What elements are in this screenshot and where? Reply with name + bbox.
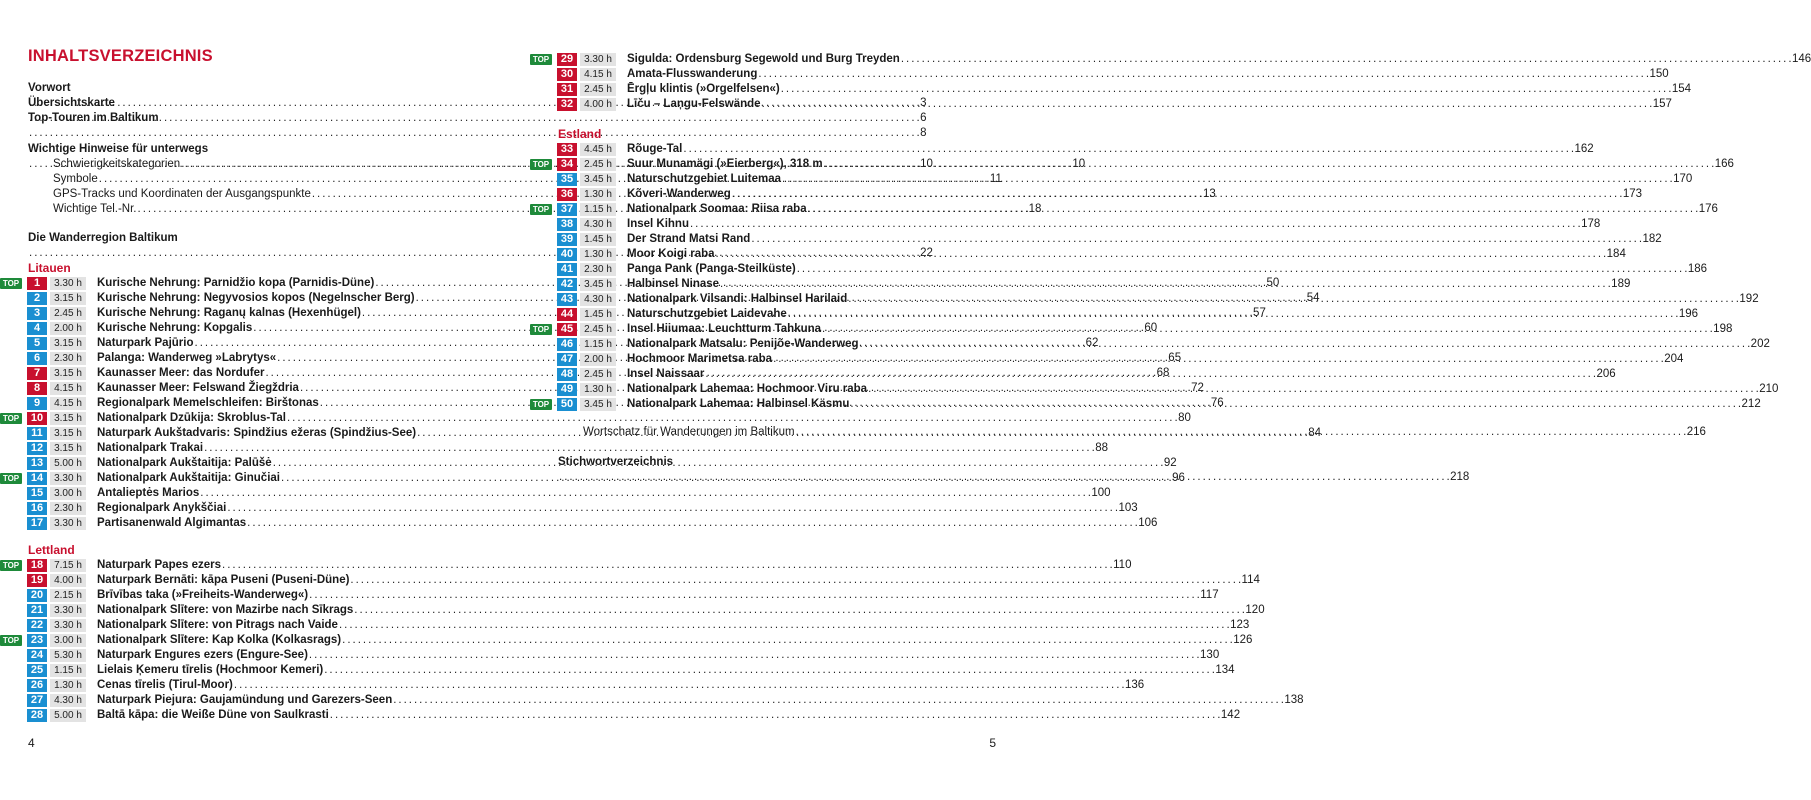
tour-number-badge: 12 <box>27 442 47 455</box>
tour-number-badge: 34 <box>557 158 577 171</box>
tour-entry-24[interactable] <box>0 648 1220 663</box>
tour-duration: 4.15 h <box>50 397 86 410</box>
tour-duration: 2.30 h <box>580 263 616 276</box>
tour-entry-33[interactable] <box>500 142 1594 157</box>
tour-entry-40[interactable] <box>500 247 1626 262</box>
tour-name: Līču – Laņgu-Felswände <box>627 98 761 110</box>
tour-duration: 3.15 h <box>50 412 86 425</box>
tour-page-number: 60 <box>1144 322 1158 334</box>
toc-entry-wanderregion[interactable]: Die Wanderregion Baltikum . . . 22 <box>0 231 500 246</box>
leader-dots <box>867 382 1759 397</box>
leader-dots <box>859 337 1751 352</box>
tour-page-number: 184 <box>1606 248 1626 260</box>
tour-entry-26[interactable] <box>0 678 1145 693</box>
tour-page-number: 126 <box>1233 634 1253 646</box>
tour-duration: 3.30 h <box>50 517 86 530</box>
tour-duration: 7.15 h <box>50 559 86 572</box>
top-badge: TOP <box>530 324 552 335</box>
section-lettland-continued <box>500 52 1811 112</box>
tour-number-badge: 23 <box>27 634 47 647</box>
tour-number-badge: 19 <box>27 574 47 587</box>
toc-subentry[interactable]: Wichtige Tel.-Nr. . . . 18 <box>0 202 500 217</box>
tour-duration: 3.15 h <box>50 442 86 455</box>
leader-dots <box>787 307 1679 322</box>
tour-number-badge: 26 <box>27 679 47 692</box>
tour-page-number: 202 <box>1750 338 1770 350</box>
tour-page-number: 134 <box>1215 664 1235 676</box>
tour-page-number: 62 <box>1085 337 1099 349</box>
tour-number-badge: 15 <box>27 487 47 500</box>
leader-dots <box>731 187 1623 202</box>
section-heading-litauen: Litauen <box>28 261 71 275</box>
tour-number-badge: 10 <box>27 412 47 425</box>
tour-page-number: 76 <box>1210 397 1224 409</box>
leader-dots <box>781 172 1673 187</box>
tour-name: Kaunasser Meer: Felswand Žiegždria <box>97 382 299 394</box>
tour-duration: 1.15 h <box>50 664 86 677</box>
tour-page-number: 103 <box>1118 502 1138 514</box>
tour-page-number: 154 <box>1671 83 1692 95</box>
tour-name: Insel Hiiumaa: Leuchtturm Tahkuna <box>627 323 822 335</box>
tour-duration: 2.45 h <box>50 307 86 320</box>
tour-page-number: 65 <box>1168 352 1182 364</box>
top-badge: TOP <box>0 560 22 571</box>
tour-number-badge: 48 <box>557 368 577 381</box>
tour-duration: 2.45 h <box>580 158 616 171</box>
tour-entry-38[interactable] <box>500 217 1601 232</box>
tour-entry-14[interactable] <box>0 471 1185 486</box>
tour-number-badge: 27 <box>27 694 47 707</box>
leader-dots <box>807 202 1699 217</box>
tour-page-number: 136 <box>1125 679 1145 691</box>
tour-name: Naturpark Papes ezers <box>97 559 222 571</box>
tour-number-badge: 28 <box>27 709 47 722</box>
tour-entry-32[interactable] <box>500 97 1672 112</box>
tour-duration: 3.15 h <box>50 427 86 440</box>
tour-duration: 2.45 h <box>580 83 616 96</box>
tour-list-lettland <box>0 558 1304 723</box>
tour-number-badge: 1 <box>27 277 47 290</box>
tour-name: Nationalpark Lahemaa: Halbinsel Käsmu <box>627 398 850 410</box>
tour-number-badge: 16 <box>27 502 47 515</box>
tour-name: Palanga: Wanderweg »Labrytys« <box>97 352 277 364</box>
toc-entry-top-touren[interactable]: Top-Touren im Baltikum . . . 8 <box>0 111 500 126</box>
leader-dots <box>821 322 1713 337</box>
leader-dots <box>761 97 1653 112</box>
tour-page-number: 106 <box>1138 517 1158 529</box>
tour-name: Nationalpark Aukštaitija: Palūšė <box>97 457 272 469</box>
toc-entry-stichwortverzeichnis[interactable]: Stichwortverzeichnis . . . 218 <box>500 455 1000 470</box>
toc-subentry[interactable]: Schwierigkeitskategorien . . . 10 <box>0 157 500 172</box>
tour-entry-39[interactable] <box>500 232 1662 247</box>
tour-entry-23[interactable] <box>0 633 1253 648</box>
tour-number-badge: 5 <box>27 337 47 350</box>
tour-page-number: 100 <box>1091 487 1111 499</box>
tour-page-number: 130 <box>1200 649 1220 661</box>
tour-page-number: 54 <box>1306 292 1320 304</box>
tour-name: Kurische Nehrung: Kopgalis <box>97 322 253 334</box>
tour-number-badge: 24 <box>27 649 47 662</box>
tour-duration: 3.00 h <box>50 487 86 500</box>
tour-name: Naturpark Pajūrio <box>97 337 194 349</box>
tour-entry-30[interactable] <box>500 67 1669 82</box>
tour-name: Baltā kāpa: die Weiße Düne von Saulkrasti <box>97 709 329 721</box>
tour-entry-41[interactable] <box>500 262 1708 277</box>
top-badge: TOP <box>530 54 552 65</box>
tour-entry-16[interactable] <box>0 501 1138 516</box>
tour-duration: 3.30 h <box>50 604 86 617</box>
tour-name: Der Strand Matsi Rand <box>627 233 751 245</box>
tour-duration: 2.30 h <box>50 502 86 515</box>
tour-name: Kurische Nehrung: Negyvosios kopos (Negelnscher Berg) <box>97 292 415 304</box>
tour-number-badge: 8 <box>27 382 47 395</box>
tour-duration: 1.45 h <box>580 308 616 321</box>
tour-number-badge: 25 <box>27 664 47 677</box>
top-badge: TOP <box>0 473 22 484</box>
tour-duration: 1.30 h <box>580 383 616 396</box>
tour-duration: 3.45 h <box>580 173 616 186</box>
tour-name: Insel Naissaar <box>627 368 705 380</box>
tour-duration: 4.00 h <box>580 98 616 111</box>
tour-name: Nationalpark Slītere: Kap Kolka (Kolkasrags) <box>97 634 342 646</box>
leader-dots <box>780 82 1672 97</box>
tour-duration: 5.00 h <box>50 709 86 722</box>
tour-name: Lielais Ķemeru tīrelis (Hochmoor Kemeri) <box>97 664 324 676</box>
tour-name: Nationalpark Trakai <box>97 442 204 454</box>
tour-page-number: 182 <box>1642 233 1662 245</box>
tour-page-number: 80 <box>1178 412 1191 424</box>
tour-number-badge: 9 <box>27 397 47 410</box>
tour-duration: 3.30 h <box>50 277 86 290</box>
tour-entry-19[interactable] <box>0 573 1260 588</box>
tour-name: Nationalpark Vilsandi: Halbinsel Harilaid <box>627 293 848 305</box>
tour-number-badge: 29 <box>557 53 577 66</box>
tour-entry-21[interactable] <box>0 603 1265 618</box>
tour-name: Kõveri-Wanderweg <box>627 188 731 200</box>
tour-list-lettland-continued <box>500 52 1811 112</box>
tour-number-badge: 31 <box>557 83 577 96</box>
tour-page-number: 173 <box>1622 188 1643 200</box>
leader-dots <box>682 142 1574 157</box>
leader-dots <box>796 262 1688 277</box>
tour-duration: 4.00 h <box>50 574 86 587</box>
tour-page-number: 178 <box>1581 218 1601 230</box>
tour-number-badge: 46 <box>557 338 577 351</box>
tour-page-number: 189 <box>1611 278 1631 290</box>
tour-page-number: 92 <box>1163 457 1177 469</box>
tour-duration: 3.00 h <box>50 634 86 647</box>
tour-entry-20[interactable] <box>0 588 1219 603</box>
tour-duration: 2.30 h <box>50 352 86 365</box>
tour-number-badge: 4 <box>27 322 47 335</box>
tour-number-badge: 47 <box>557 353 577 366</box>
tour-duration: 3.15 h <box>50 367 86 380</box>
tour-number-badge: 32 <box>557 98 577 111</box>
tour-number-badge: 38 <box>557 218 577 231</box>
tour-name: Antalieptės Marios <box>97 487 200 499</box>
tour-name: Suur Munamägi (»Eierberg«), 318 m <box>627 158 823 170</box>
tour-name: Naturschutzgebiet Laidevahe <box>627 308 787 320</box>
tour-number-badge: 43 <box>557 293 577 306</box>
tour-duration: 1.30 h <box>50 679 86 692</box>
tour-page-number: 96 <box>1172 472 1185 484</box>
tour-page-number: 204 <box>1664 353 1684 365</box>
tour-duration: 4.30 h <box>580 218 616 231</box>
tour-page-number: 110 <box>1113 559 1132 571</box>
tour-duration: 4.30 h <box>580 293 616 306</box>
tour-duration: 1.15 h <box>580 203 616 216</box>
tour-name: Brīvības taka (»Freiheits-Wanderweg«) <box>97 589 309 601</box>
tour-name: Cenas tīrelis (Tirul-Moor) <box>97 679 233 691</box>
tour-page-number: 196 <box>1678 308 1699 320</box>
tour-duration: 1.30 h <box>580 188 616 201</box>
tour-duration: 2.15 h <box>50 589 86 602</box>
tour-name: Ērgļu klintis (»Orgelfelsen«) <box>627 83 780 95</box>
tour-page-number: 114 <box>1241 574 1260 586</box>
tour-name: Panga Pank (Panga-Steilküste) <box>627 263 796 275</box>
toc-entry-hinweise[interactable]: Wichtige Hinweise für unterwegs . . . 10 <box>0 142 500 157</box>
tour-entry-37[interactable] <box>500 202 1718 217</box>
leader-dots <box>704 367 1596 382</box>
tour-name: Naturpark Bernāti: kāpa Puseni (Puseni-Düne) <box>97 574 350 586</box>
tour-page-number: 72 <box>1191 382 1204 394</box>
tour-duration: 4.15 h <box>50 382 86 395</box>
tour-number-badge: 11 <box>27 427 47 440</box>
tour-name: Naturpark Piejura: Gaujamündung und Garezers-Seen <box>97 694 393 706</box>
tour-name: Naturpark Engures ezers (Engure-See) <box>97 649 308 661</box>
tour-duration: 2.00 h <box>50 322 86 335</box>
tour-page-number: 192 <box>1739 293 1759 305</box>
tour-entry-17[interactable] <box>0 516 1158 531</box>
tour-page-number: 212 <box>1741 398 1761 410</box>
tour-page-number: 150 <box>1649 68 1669 80</box>
page-number-left: 4 <box>28 736 35 750</box>
tour-name: Regionalpark Memelschleifen: Birštonas <box>97 397 319 409</box>
tour-name: Sigulda: Ordensburg Segewold und Burg Treyden <box>627 53 900 65</box>
tour-name: Nationalpark Soomaa: Riisa raba <box>627 203 807 215</box>
top-badge: TOP <box>0 278 22 289</box>
tour-page-number: 198 <box>1713 323 1733 335</box>
tour-duration: 1.30 h <box>580 248 616 261</box>
toc-subentry[interactable]: Symbole . . . 11 <box>0 172 500 187</box>
tour-number-badge: 45 <box>557 323 577 336</box>
tour-duration: 2.00 h <box>580 353 616 366</box>
tour-number-badge: 35 <box>557 173 577 186</box>
tour-name: Naturpark Aukštadvaris: Spindžius ežeras (Spindžius-See) <box>97 427 417 439</box>
tour-page-number: 57 <box>1253 307 1266 319</box>
top-badge: TOP <box>530 399 552 410</box>
tour-number-badge: 36 <box>557 188 577 201</box>
tour-number-badge: 14 <box>27 472 47 485</box>
tour-page-number: 138 <box>1284 694 1304 706</box>
top-badge: TOP <box>0 635 22 646</box>
toc-entry-vorwort[interactable]: Vorwort . . . 3 <box>0 81 500 96</box>
tour-name: Naturschutzgebiet Luitemaa <box>627 173 781 185</box>
tour-name: Nationalpark Matsalu: Penijõe-Wanderweg <box>627 338 859 350</box>
tour-number-badge: 3 <box>27 307 47 320</box>
tour-name: Nationalpark Aukštaitija: Ginučiai <box>97 472 280 484</box>
tour-number-badge: 21 <box>27 604 47 617</box>
leader-dots <box>772 352 1664 367</box>
leader-dots <box>750 232 1642 247</box>
tour-name: Insel Kihnu <box>627 218 689 230</box>
tour-number-badge: 17 <box>27 517 47 530</box>
leader-dots <box>847 292 1739 307</box>
leader-dots <box>849 397 1741 412</box>
toc-entry-uebersichtskarte[interactable]: Übersichtskarte . . . 6 <box>0 96 500 111</box>
tour-duration: 3.45 h <box>580 398 616 411</box>
tour-entry-31[interactable] <box>500 82 1692 97</box>
tour-page-number: 166 <box>1714 158 1734 170</box>
tour-number-badge: 40 <box>557 248 577 261</box>
tour-page-number: 142 <box>1220 709 1241 721</box>
tour-name: Kaunasser Meer: das Nordufer <box>97 367 265 379</box>
tour-duration: 5.00 h <box>50 457 86 470</box>
tour-number-badge: 42 <box>557 278 577 291</box>
tour-number-badge: 39 <box>557 233 577 246</box>
top-badge: TOP <box>0 413 22 424</box>
tour-number-badge: 6 <box>27 352 47 365</box>
tour-number-badge: 50 <box>557 398 577 411</box>
tour-page-number: 210 <box>1759 383 1779 395</box>
tour-duration: 4.45 h <box>580 143 616 156</box>
tour-duration: 5.30 h <box>50 649 86 662</box>
tour-name: Halbinsel Ninase <box>627 278 720 290</box>
tour-duration: 4.15 h <box>580 68 616 81</box>
tour-duration: 1.15 h <box>580 338 616 351</box>
tour-number-badge: 18 <box>27 559 47 572</box>
tour-page-number: 157 <box>1652 98 1672 110</box>
tour-entry-25[interactable] <box>0 663 1235 678</box>
tour-duration: 2.45 h <box>580 323 616 336</box>
tour-duration: 3.30 h <box>50 472 86 485</box>
tour-entry-22[interactable] <box>0 618 1250 633</box>
tour-page-number: 206 <box>1596 368 1616 380</box>
tour-page-number: 84 <box>1308 427 1322 439</box>
tour-entry-35[interactable] <box>500 172 1693 187</box>
tour-page-number: 170 <box>1673 173 1693 185</box>
leader-dots <box>823 157 1715 172</box>
tour-duration: 1.45 h <box>580 233 616 246</box>
tour-page-number: 50 <box>1266 277 1280 289</box>
tour-name: Nationalpark Slītere: von Pitrags nach Vaide <box>97 619 338 631</box>
leader-dots <box>719 277 1611 292</box>
tour-page-number: 186 <box>1687 263 1708 275</box>
tour-page-number: 88 <box>1095 442 1109 454</box>
tour-number-badge: 33 <box>557 143 577 156</box>
tour-page-number: 120 <box>1245 604 1265 616</box>
tour-number-badge: 13 <box>27 457 47 470</box>
tour-number-badge: 37 <box>557 203 577 216</box>
tour-entry-27[interactable] <box>0 693 1304 708</box>
leader-dots <box>757 67 1649 82</box>
tour-entry-18[interactable] <box>0 558 1132 573</box>
toc-entry-wortschatz[interactable]: Wortschatz für Wanderungen im Baltikum . . . 216 <box>500 425 1000 440</box>
section-lettland <box>0 543 1304 723</box>
tour-name: Kurische Nehrung: Parnidžio kopa (Parnidis-Düne) <box>97 277 375 289</box>
tour-number-badge: 44 <box>557 308 577 321</box>
tour-duration: 4.30 h <box>50 694 86 707</box>
tour-number-badge: 7 <box>27 367 47 380</box>
tour-number-badge: 22 <box>27 619 47 632</box>
tour-name: Amata-Flusswanderung <box>627 68 758 80</box>
tour-name: Nationalpark Lahemaa: Hochmoor Viru raba <box>627 383 868 395</box>
tour-number-badge: 41 <box>557 263 577 276</box>
tour-page-number: 123 <box>1230 619 1250 631</box>
tour-name: Partisanenwald Algimantas <box>97 517 247 529</box>
tour-page-number: 117 <box>1200 589 1219 601</box>
tour-duration: 3.15 h <box>50 292 86 305</box>
toc-subentry[interactable]: GPS-Tracks und Koordinaten der Ausgangspunkte . . . 13 <box>0 187 500 202</box>
tour-page-number: 68 <box>1156 367 1170 379</box>
tour-number-badge: 30 <box>557 68 577 81</box>
tour-name: Nationalpark Slītere: von Mazirbe nach Sīkrags <box>97 604 354 616</box>
section-heading-estland: Estland <box>558 127 602 141</box>
tour-duration: 3.15 h <box>50 337 86 350</box>
section-heading-lettland: Lettland <box>28 543 75 557</box>
tour-number-badge: 2 <box>27 292 47 305</box>
tour-name: Kurische Nehrung: Raganų kalnas (Hexenhügel) <box>97 307 361 319</box>
tour-duration: 3.45 h <box>580 278 616 291</box>
tour-name: Rõuge-Tal <box>627 143 683 155</box>
tour-name: Moor Koigi raba <box>627 248 715 260</box>
leader-dots <box>900 52 1792 67</box>
tour-name: Hochmoor Marimetsa raba <box>627 353 773 365</box>
top-badge: TOP <box>530 159 552 170</box>
tour-name: Nationalpark Dzūkija: Skroblus-Tal <box>97 412 286 424</box>
top-badge: TOP <box>530 204 552 215</box>
toc-title: INHALTSVERZEICHNIS <box>28 47 213 65</box>
tour-number-badge: 20 <box>27 589 47 602</box>
tour-entry-29[interactable] <box>500 52 1811 67</box>
tour-entry-13[interactable] <box>0 456 1177 471</box>
tour-entry-12[interactable] <box>0 441 1109 456</box>
tour-entry-28[interactable] <box>0 708 1241 723</box>
tour-name: Regionalpark Anykščiai <box>97 502 227 514</box>
tour-page-number: 162 <box>1574 143 1594 155</box>
tour-duration: 3.30 h <box>580 53 616 66</box>
tour-duration: 3.30 h <box>50 619 86 632</box>
tour-entry-15[interactable] <box>0 486 1111 501</box>
page-number-right: 5 <box>989 736 996 750</box>
leader-dots <box>715 247 1607 262</box>
leader-dots <box>689 217 1581 232</box>
tour-page-number: 176 <box>1698 203 1718 215</box>
tour-entry-10[interactable] <box>0 411 1191 426</box>
tour-duration: 2.45 h <box>580 368 616 381</box>
tour-page-number: 146 <box>1791 53 1811 65</box>
tour-number-badge: 49 <box>557 383 577 396</box>
